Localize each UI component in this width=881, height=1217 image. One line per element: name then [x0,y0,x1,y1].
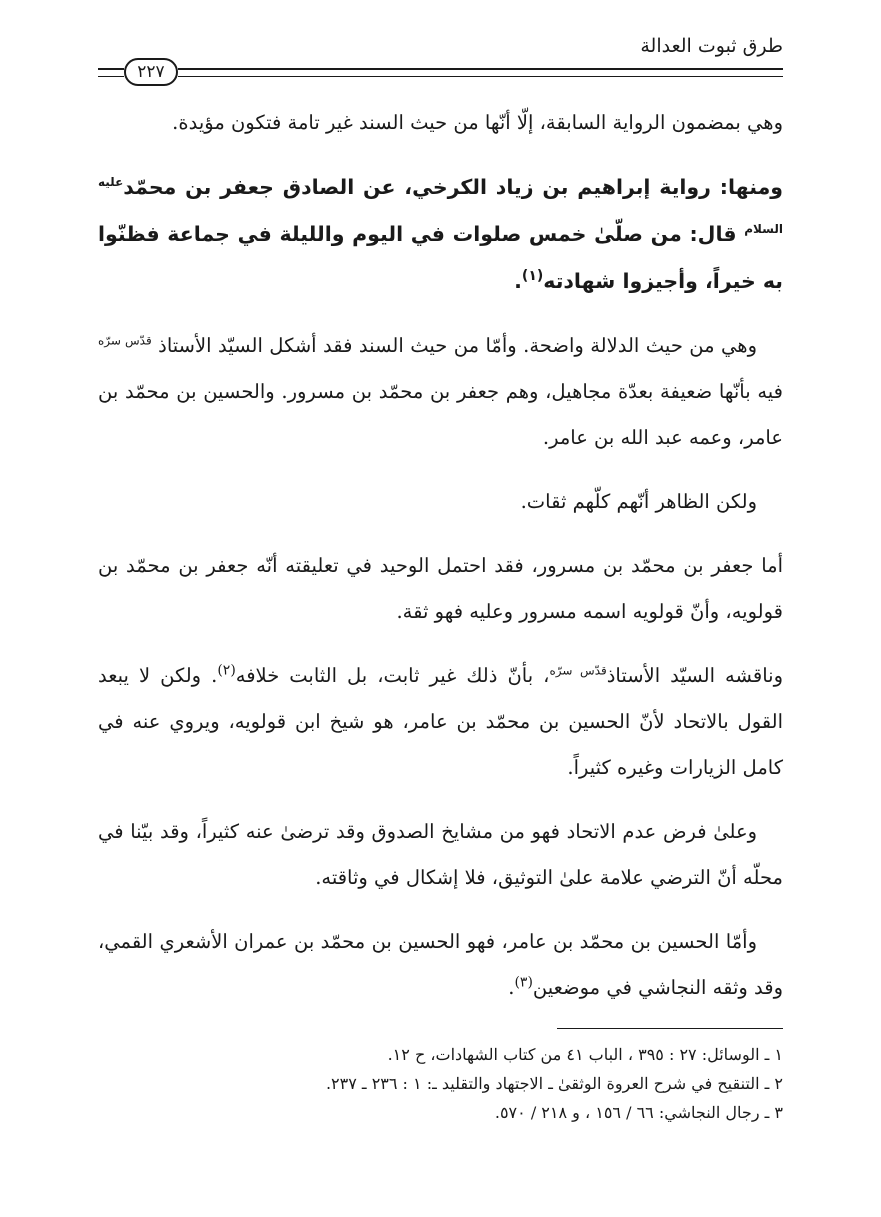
footnote-3: ٣ ـ رجال النجاشي: ٦٦ / ١٥٦ ، و ٢١٨ / ٥٧٠. [494,1103,783,1122]
footnote-ref-3[interactable]: (٣) [514,974,533,991]
paragraph-4 [98,479,783,525]
page-number: ٢٢٧ [124,58,178,86]
paragraph-6-text-cont: ، بأنّ ذلك غير ثابت، بل الثابت خلافه [235,664,550,687]
paragraph-3-text: وهي من حيث الدلالة واضحة. وأمّا من حيث السند فقد أشكل السيّد الأستاذ [151,334,757,357]
header-rule-left-thick [98,68,124,70]
paragraph-5-text: أما جعفر بن محمّد بن مسرور، فقد احتمل الوحيد في تعليقته أنّه جعفر بن محمّد بن قولويه، وأنّ قولويه اسمه مسرور وعليه فهو ثقة. [98,554,783,623]
paragraph-3 [98,323,783,461]
honorific-symbol: قدّس سرّه [549,663,607,678]
paragraph-2-text: ومنها: رواية إبراهيم بن زياد الكرخي، عن الصادق جعفر بن محمّد [123,175,783,199]
paragraph-6-end: . ولكن لا يبعد القول بالاتحاد لأنّ الحسين بن محمّد بن عامر، هو شيخ ابن قولويه، ويروي عنه في كامل الزيارات وغيره كثيراً. [98,664,783,779]
paragraph-8-end: . [508,976,515,999]
honorific-symbol: قدّس سرّه [98,333,152,348]
paragraph-4-text: ولكن الظاهر أنّهم كلّهم ثقات. [520,490,757,513]
paragraph-6-text: وناقشه السيّد الأستاذ [606,664,783,687]
header-rule-thin [178,76,783,77]
footnote-ref-2[interactable]: (٢) [217,662,236,679]
paragraph-5 [98,543,783,635]
running-title: طرق ثبوت العدالة [640,35,783,57]
paragraph-8 [98,919,783,1011]
paragraph-1-text: وهي بمضمون الرواية السابقة، إلّا أنّها من حيث السند غير تامة فتكون مؤيدة. [172,111,783,134]
header-rule-thick [178,68,783,70]
paragraph-6 [98,653,783,791]
paragraph-7 [98,809,783,901]
footnote-separator [557,1028,783,1029]
paragraph-2-hadith [98,164,783,305]
paragraph-1 [98,100,783,146]
footnote-ref-1[interactable]: (١) [521,268,544,285]
footnote-1: ١ ـ الوسائل: ٢٧ : ٣٩٥ ، الباب ٤١ من كتاب الشهادات، ح ١٢. [387,1045,783,1064]
paragraph-2-text-cont: قال: من صلّىٰ خمس صلوات في اليوم والليلة في جماعة فظنّوا به خيراً، وأجيزوا شهادته [98,222,783,293]
footnote-2: ٢ ـ التنقيح في شرح العروة الوثقىٰ ـ الاجتهاد والتقليد ـ: ١ : ٢٣٦ ـ ٢٣٧. [325,1074,783,1093]
paragraph-3-text-cont: فيه بأنّها ضعيفة بعدّة مجاهيل، وهم جعفر بن محمّد بن مسرور. والحسين بن محمّد بن عامر، وعمه عبد الله بن عامر. [98,380,783,449]
paragraph-7-text: وعلىٰ فرض عدم الاتحاد فهو من مشايخ الصدوق وقد ترضىٰ عنه كثيراً، وقد بيّنا في محلّه أنّ الترضي علامة علىٰ التوثيق، فلا إشكال في وثاقته. [98,820,783,889]
footnotes [98,1040,783,1127]
header-rule-left-thin [98,76,124,77]
body-text [98,100,783,1029]
paragraph-2-end: . [514,269,522,293]
paragraph-8-text: وأمّا الحسين بن محمّد بن عامر، فهو الحسين بن محمّد بن عمران الأشعري القمي، وقد وثقه النجاشي في موضعين [98,930,783,999]
honorific-symbol: عليه السلام [98,175,783,237]
